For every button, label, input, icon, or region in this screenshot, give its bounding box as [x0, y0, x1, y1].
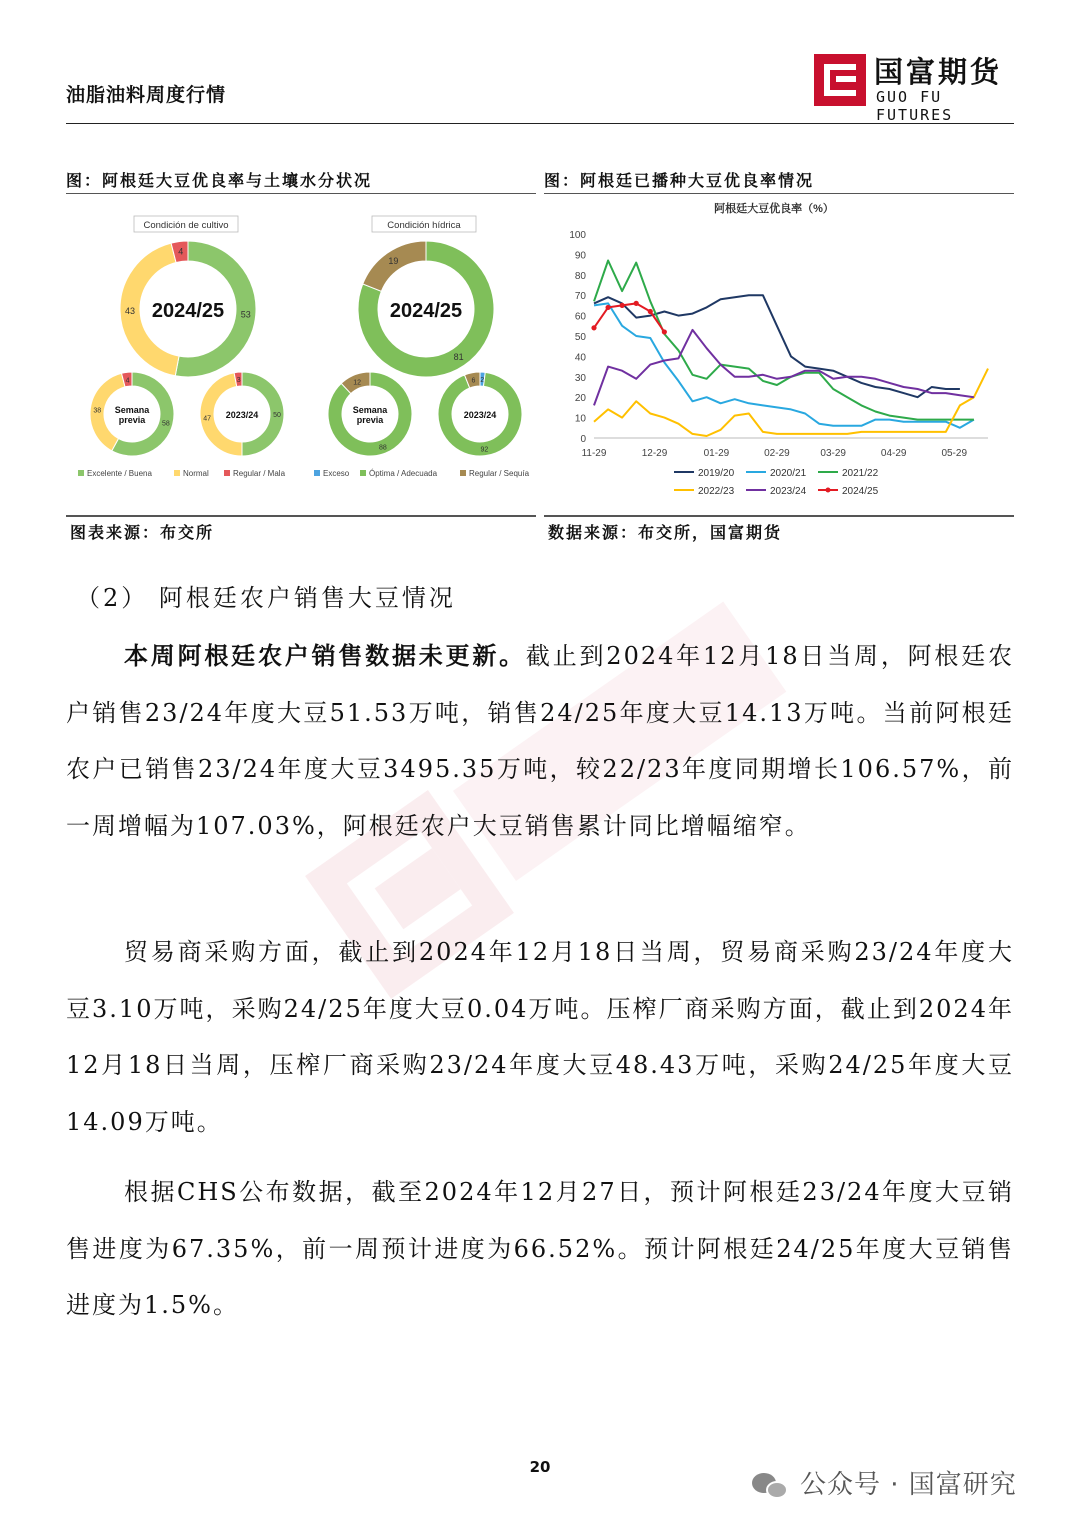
- logo-mark-icon: [814, 54, 866, 106]
- y-tick-label: 70: [574, 291, 586, 303]
- y-tick-label: 40: [574, 352, 586, 364]
- source-rule: [66, 515, 536, 517]
- y-tick-label: 30: [574, 372, 586, 384]
- legend-label: 2021/22: [842, 468, 879, 479]
- donut-slice-label: 4: [125, 377, 130, 385]
- x-tick-label: 03-29: [820, 448, 847, 459]
- legend-label: Óptima / Adecuada: [369, 469, 438, 478]
- legend-label: Excelente / Buena: [87, 469, 152, 478]
- panel-label: Condición de cultivo: [143, 220, 229, 231]
- series-line: [594, 303, 974, 427]
- legend-label: 2022/23: [698, 486, 735, 497]
- donut-slice-label: 58: [162, 420, 170, 428]
- figure-source-left: 图表来源：布交所: [70, 523, 215, 542]
- y-tick-label: 0: [580, 434, 586, 445]
- y-tick-label: 10: [574, 413, 586, 425]
- paragraph-2: 贸易商采购方面，截止到2024年12月18日当周，贸易商采购23/24年度大豆3.10万吨，采购24/25年度大豆0.04万吨。压榨厂商采购方面，截止到2024年12月18日当周，压榨厂商采购23/24年度大豆48.43万吨，采购24/25年度大豆14.09万吨。: [66, 938, 1014, 1136]
- donut-slice-label: 47: [203, 415, 212, 423]
- section-title: （2） 阿根廷农户销售大豆情况: [76, 584, 456, 612]
- source-rule: [544, 515, 1014, 517]
- donut-slice-label: 43: [125, 305, 136, 316]
- paragraph-1-lead: 本周阿根廷农户销售数据未更新。: [124, 641, 526, 670]
- paragraph-1: [66, 628, 1014, 854]
- series-point: [591, 325, 596, 330]
- series-point: [662, 329, 667, 334]
- donut-center-title: Semana: [114, 405, 150, 415]
- donut-slice-label: 19: [388, 256, 399, 267]
- legend-marker: [826, 488, 831, 493]
- legend-swatch: [314, 470, 320, 476]
- legend-label: 2020/21: [770, 468, 807, 479]
- donut-slice-label: 92: [480, 446, 489, 454]
- donut-slice-label: 6: [471, 377, 476, 385]
- legend-label: Normal: [183, 469, 209, 478]
- donut-slice-label: 88: [378, 444, 387, 452]
- donut-center-title: 2024/25: [389, 300, 463, 322]
- donut-slice-label: 12: [353, 379, 362, 387]
- y-tick-label: 100: [569, 230, 586, 241]
- series-point: [634, 301, 639, 306]
- legend-swatch: [460, 470, 466, 476]
- x-tick-label: 11-29: [581, 448, 607, 459]
- x-tick-label: 05-29: [941, 448, 968, 459]
- donut-center-title: Semana: [352, 405, 388, 415]
- donut-center-title: 2023/24: [463, 410, 497, 420]
- legend-label: Regular / Sequía: [469, 469, 530, 478]
- series-point: [605, 305, 610, 310]
- page-number: 20: [529, 1458, 551, 1476]
- y-tick-label: 80: [574, 270, 586, 282]
- logo-cn-text: 国富期货: [874, 55, 1003, 89]
- x-tick-label: 12-29: [641, 448, 668, 459]
- line-chart: [544, 194, 1014, 516]
- paragraph-3: 根据CHS公布数据，截至2024年12月27日，预计阿根廷23/24年度大豆销售进度为67.35%，前一周预计进度为66.52%。预计阿根廷24/25年度大豆销售进度为1.5%。: [66, 1178, 1014, 1319]
- wechat-account: [752, 1464, 1017, 1501]
- chart-title: 阿根廷大豆优良率（%）: [714, 203, 834, 215]
- donut-center-title: 2024/25: [151, 300, 225, 322]
- x-tick-label: 02-29: [764, 448, 790, 459]
- figure-crop-condition: [66, 170, 536, 520]
- legend-label: 2024/25: [842, 486, 879, 497]
- donut-center-title: previa: [118, 415, 146, 425]
- wechat-icon: [752, 1471, 792, 1501]
- x-tick-label: 04-29: [880, 448, 907, 459]
- donut-slice-label: 4: [178, 246, 184, 257]
- series-line: [594, 369, 988, 436]
- legend-swatch: [174, 470, 180, 476]
- figure-caption: 图：阿根廷大豆优良率与土壤水分状况: [66, 170, 536, 194]
- series-point: [648, 309, 653, 314]
- legend-label: Exceso: [323, 469, 350, 478]
- series-point: [620, 303, 625, 308]
- donut-slice: [363, 241, 426, 291]
- legend-label: 2019/20: [698, 468, 735, 479]
- company-logo: [814, 52, 1014, 124]
- donut-charts: [66, 194, 536, 516]
- document-title: 油脂油料周度行情: [66, 84, 227, 106]
- wechat-label: 公众号 · 国富研究: [800, 1470, 1017, 1500]
- donut-slice-label: 81: [453, 351, 464, 362]
- donut-slice-label: 2: [480, 377, 485, 385]
- paragraph-1-text: 截止到2024年12月18日当周，阿根廷农户销售23/24年度大豆51.53万吨，销售24/25年度大豆14.13万吨。当前阿根廷农户已销售23/24年度大豆3495.35万吨，较22/23年度同期增长106.57%，前一周增幅为107.03%，阿根廷农户大豆销售累计同比增幅缩窄。: [66, 642, 1014, 840]
- legend-label: 2023/24: [770, 486, 807, 497]
- donut-slice-label: 38: [93, 407, 102, 415]
- figure-caption: 图：阿根廷已播种大豆优良率情况: [544, 170, 1014, 194]
- legend-swatch: [224, 470, 230, 476]
- legend-label: Regular / Mala: [233, 469, 286, 478]
- y-tick-label: 60: [574, 311, 586, 323]
- panel-label: Condición hídrica: [387, 220, 461, 231]
- y-tick-label: 50: [574, 332, 586, 343]
- donut-slice-label: 53: [240, 309, 251, 320]
- figure-quality-chart: [544, 170, 1014, 520]
- x-tick-label: 01-29: [703, 448, 730, 459]
- donut-slice-label: 3: [236, 377, 241, 385]
- logo-en-text: GUO FU FUTURES: [876, 88, 954, 124]
- donut-center-title: previa: [356, 415, 384, 425]
- y-tick-label: 20: [574, 393, 586, 405]
- donut-slice-label: 50: [273, 412, 281, 419]
- legend-swatch: [78, 470, 84, 476]
- donut-center-title: 2023/24: [225, 410, 259, 420]
- figure-source-right: 数据来源：布交所，国富期货: [548, 523, 783, 542]
- y-tick-label: 90: [574, 250, 586, 262]
- page-header: [66, 40, 1014, 124]
- legend-swatch: [360, 470, 366, 476]
